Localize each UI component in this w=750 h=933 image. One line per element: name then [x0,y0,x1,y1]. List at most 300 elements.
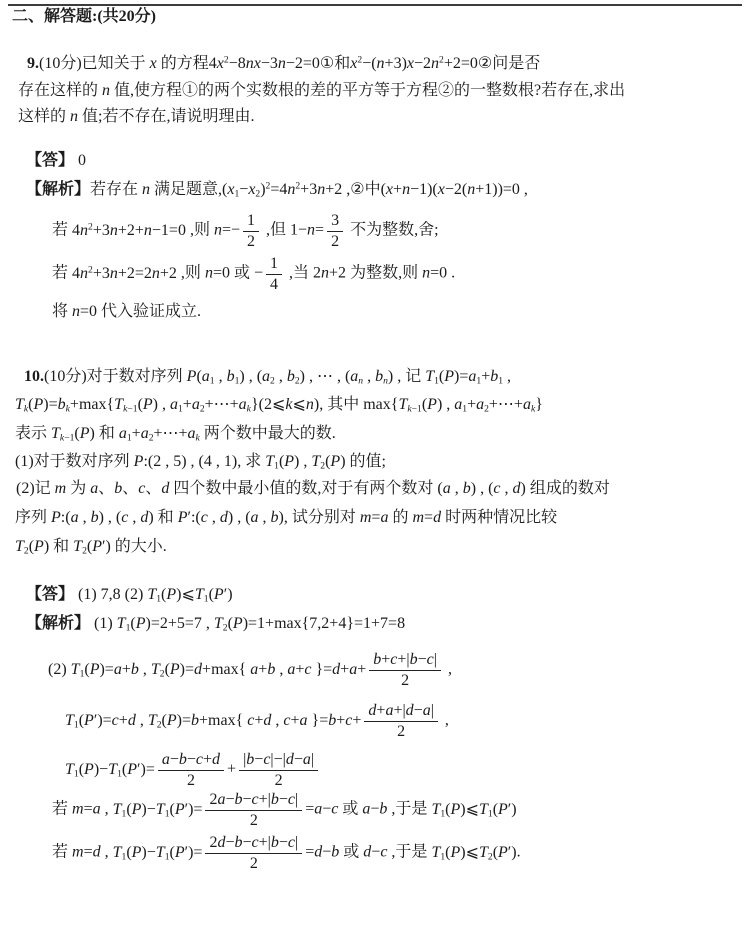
text-run: ) [148,509,158,526]
text-run: , [519,181,528,198]
text-run: k [65,403,70,415]
text-run: | [430,702,434,719]
text-run: + [69,396,79,413]
text-run: 、 [98,480,115,497]
q10-case-m-equals-a [52,790,517,830]
text-run [364,721,438,742]
text-run: a [201,368,210,385]
text-run: 1 [73,719,79,731]
text-run: ( [126,800,132,818]
text-run: b [190,711,199,729]
text-run: m [359,509,372,526]
text-run: ) , ( [227,509,251,526]
text-run: a [287,660,296,678]
text-run: a [90,480,99,497]
text-run: 1 [434,375,439,387]
text-run: P [135,615,146,632]
text-run: ) , [294,453,312,470]
text-run: )⩽ [460,800,479,818]
text-run: n [80,221,89,239]
text-run: b [90,509,99,526]
text-run: 1 [121,808,127,820]
text-run: 【解析】 [26,181,91,198]
text-run: 2 [249,854,258,872]
text-run: 1 [234,188,240,200]
text-run: 的 [392,509,409,526]
text-run: ( [445,843,451,861]
text-run: 1 [476,375,482,387]
text-run: 2 [309,264,322,282]
q10-stem-line1 [24,366,511,388]
text-run: T [147,586,157,603]
text-run: c [263,751,271,768]
text-run: 值;若不存在,请说明理由. [82,108,255,125]
text-run: 和 [53,538,70,555]
text-run: ( [121,760,128,778]
text-run: a [302,751,311,768]
q10-stem-line3 [15,423,336,445]
text-run: ′) [101,538,115,555]
text-run: c [121,509,129,526]
text-run: ) [340,453,350,470]
math-run [209,55,320,72]
text-run [60,432,74,443]
text-run: + [295,660,305,678]
math-run [68,303,101,320]
text-run: ′)= [184,843,203,861]
text-run: ′:( [187,509,201,526]
text-run: − [278,791,288,808]
text-run: ( [164,660,170,678]
text-run: +2=0 [443,55,478,72]
text-run: ) , [436,396,455,413]
text-run: )= [179,660,195,678]
text-run: n [402,181,411,198]
text-run: c [111,711,119,729]
text-run: 值,使方程①的两个实数根的差的平方等于方程②的一整数根?若存在,求出 [114,82,626,99]
text-run: b [178,751,187,768]
text-run: 为 [70,480,87,497]
text-run: | [295,791,299,808]
text-run: 2 [295,180,301,192]
text-run: a [140,425,149,442]
text-run: + [352,711,362,729]
text-run: ( [126,843,132,861]
text-run: ( [196,368,202,385]
text-run: , 记 [397,368,422,385]
text-run: 1 [203,593,209,605]
text-run: 10. [24,368,44,385]
text-run: b [234,834,243,851]
text-run: a [92,800,101,818]
text-run [123,403,137,414]
text-run: (1) 7,8 (2) [74,586,148,603]
text-run: −2 [414,55,432,72]
text-run: + [467,396,477,413]
text-run: max [208,711,236,729]
text-run: T [265,453,275,470]
text-run: 为整数,则 [350,264,419,282]
text-run: P [142,396,153,413]
text-run: (10分)对于数对序列 [44,368,183,385]
text-run [266,254,282,274]
text-run: k [246,403,251,415]
text-run: − [249,264,264,282]
text-run: ( [137,396,143,413]
text-run: P [450,800,461,818]
text-run: ) , ⋯ , ( [299,368,351,385]
q10-case-m-equals-d [52,833,521,873]
text-run: 组成的数对 [529,480,610,497]
text-run [239,750,318,770]
text-run: b [130,660,139,678]
text-run: − [254,751,264,768]
text-run: ) , ( [470,480,494,497]
text-run: T [65,711,74,729]
text-run: 1 [270,255,279,272]
text-run: P [33,396,44,413]
text-run: 1 [247,212,255,229]
text-run: (1) [90,615,117,632]
text-run: P [232,615,243,632]
text-run: )= [99,660,114,678]
text-run: − [242,834,252,851]
text-run: :( [60,509,71,526]
text-run: }(2⩽ [250,396,286,413]
text-run: ) [313,396,320,413]
text-run: − [371,843,381,861]
math-run [210,615,405,632]
math-run [305,801,342,818]
text-run: +| [397,651,410,668]
text-run: ( [78,711,85,729]
fraction [243,211,259,251]
text-run: | [295,834,299,851]
text-run: k [285,396,293,413]
text-run: , [138,660,151,678]
text-run: . [451,264,456,282]
text-run: + [481,368,491,385]
math-run [68,801,105,818]
text-run: 和 [98,425,115,442]
text-run: P [84,760,94,778]
math-run [98,82,114,99]
text-run: ( [278,453,285,470]
text-run: n [109,221,118,239]
text-run: (2)记 [16,480,51,497]
text-run: ①和 [319,55,351,72]
text-run: 2 [274,771,283,789]
text-run: =0 [212,264,234,282]
text-run: a [314,800,323,818]
text-run: − [322,843,332,861]
text-run: P [51,509,61,526]
text-run: T [155,843,165,861]
text-run: 1 [209,375,215,387]
text-run: ( [325,453,331,470]
text-run: , [78,509,91,526]
text-run: −( [362,55,377,72]
text-run [205,833,302,853]
text-run: ) , ( [239,368,263,385]
text-run: P [169,660,180,678]
text-run: P [84,711,94,729]
text-run: +2 [159,264,181,282]
text-run: )− [141,800,156,818]
text-run: d [217,834,226,851]
text-run: + [121,660,131,678]
text-run: T [147,711,157,729]
text-run: | [310,751,315,768]
text-run: ( [86,538,93,555]
text-run: − [239,181,249,198]
text-run: P [131,843,142,861]
text-run: ′)= [184,800,203,818]
text-run: +3 [92,264,110,282]
text-run: +3 [300,181,318,198]
text-run: 1 [117,768,122,780]
section-header [12,6,156,28]
text-run: ′) [223,586,233,603]
text-run: 2 [255,188,261,200]
text-run: + [131,425,141,442]
text-run: P [174,800,185,818]
text-run: m [412,509,425,526]
text-run: m [54,480,67,497]
math-run [286,222,324,239]
text-run: T [108,760,118,778]
math-run [66,108,82,125]
text-run [239,770,318,791]
text-run: n [287,181,296,198]
text-run: 若 [52,221,69,239]
text-run: 的方程 [160,55,209,72]
q9-analysis-line2 [52,211,439,251]
text-run: c [380,843,388,861]
text-run: )= [454,368,469,385]
text-run: +1))=0 [475,181,520,198]
text-run: P [79,425,90,442]
text-run: T [73,538,83,555]
text-run: P [427,396,437,413]
text-run: − [322,800,332,818]
text-run: k [407,403,412,415]
text-run: P [213,586,224,603]
text-run: +⋯+ [488,396,523,413]
text-run: +| [393,702,406,719]
math-run [69,538,115,555]
math-run [68,265,181,282]
text-run: )= [43,396,58,413]
text-run: c [138,480,146,497]
text-run: n [213,221,222,239]
math-run [161,480,173,497]
text-run: 2 [82,545,87,557]
text-run: ′)= [93,711,112,729]
text-run: 存在这样的 [18,82,99,99]
math-run [47,425,99,442]
text-run: ( [445,800,451,818]
text-run: n [70,108,79,125]
text-run: 或 [343,843,360,861]
text-run: c [200,509,208,526]
text-run: b [409,651,418,668]
text-run: d [363,843,372,861]
q10-analysis-part1 [26,613,405,635]
text-run: ) [43,538,54,555]
text-run: n [422,264,431,282]
text-run: 2 [148,432,154,444]
text-run [369,650,441,670]
text-run: n [383,375,388,387]
text-run: 2 [209,791,218,808]
text-run: +3 [92,221,110,239]
text-run: 3 [331,212,340,229]
math-run [309,265,350,282]
text-run: P [34,538,44,555]
text-run [364,701,438,721]
text-run: P [166,711,177,729]
text-run: 将 [52,303,69,320]
text-run: , [363,368,376,385]
text-run: T [15,538,24,555]
text-run: −8 [228,55,246,72]
text-run: + [381,651,391,668]
math-run [109,844,203,861]
text-run [266,274,282,295]
text-run: b [462,480,471,497]
text-run: T [114,396,124,413]
text-run: { [238,660,251,678]
text-run: 4 [270,275,279,293]
text-run: T [213,615,223,632]
text-run: ) , [152,396,170,413]
text-run: a [238,396,247,413]
fraction [205,833,302,873]
text-run: =− [221,221,240,239]
text-run: 1 [164,808,170,820]
text-run: c [345,711,353,729]
text-run: . [516,843,521,861]
text-run: T [51,425,60,442]
text-run: 4 [68,221,81,239]
text-run: 1 [79,668,85,680]
text-run: , [274,368,287,385]
text-run: −3 [260,55,278,72]
text-run: 2 [88,264,93,276]
text-run: c [287,791,295,808]
text-run: 的大小. [114,538,167,555]
math-run [305,844,343,861]
text-run: n [109,264,118,282]
text-run: ( [421,396,428,413]
text-run: +3) [384,55,407,72]
text-run: , [104,800,109,818]
math-run [359,396,543,413]
text-run: − [370,800,380,818]
text-run: b [286,368,295,385]
text-run: −2=0 [285,55,320,72]
q10-analysis-part2-line1 [48,650,452,690]
text-run: n [305,396,314,413]
text-run: max [211,660,239,678]
text-run: ′) [507,843,517,861]
text-run: c [251,791,259,808]
text-run: a [442,480,451,497]
text-run: )⩽ [460,843,479,861]
text-run: −1)( [410,181,438,198]
text-run: max [363,396,391,413]
math-run [408,509,445,526]
text-run: max [274,615,302,632]
text-run: 若 [52,843,69,861]
text-run: n [204,264,213,282]
text-run: T [116,615,126,632]
math-run [74,152,86,169]
text-run: )− [141,843,156,861]
text-run: a [170,396,178,413]
math-run [115,425,204,442]
text-run: 1 [462,403,468,415]
text-run: b [373,651,382,668]
text-run: = [315,221,325,239]
text-run: d [512,480,521,497]
q10-part1 [15,451,386,473]
text-run: a [118,425,127,442]
text-run: ②问是否 [477,55,541,72]
text-run: ( [492,843,499,861]
text-run: 2 [23,545,29,557]
text-run: 1 [440,851,446,863]
text-run: 4 [208,55,217,72]
text-run: c [287,834,295,851]
text-run: 、 [122,480,139,497]
text-run: } [535,396,543,413]
text-run: P [177,509,188,526]
text-run: 2 [186,771,195,789]
math-run [146,55,161,72]
fraction [205,790,302,830]
text-run: 满足题意, [154,181,223,198]
math-run [227,761,236,778]
math-run [74,586,233,603]
text-run: d [92,843,101,861]
math-run [433,480,529,497]
text-run: x [216,55,224,72]
text-run: d [332,660,341,678]
text-run: ( [380,181,386,198]
text-run: 1 [274,460,279,472]
text-run: ( [169,800,175,818]
text-run: T [194,586,204,603]
text-run: 2 [265,180,271,192]
text-run: b [234,791,243,808]
text-run: n [143,221,152,239]
text-run: − [242,791,252,808]
text-run: 2 [247,232,255,250]
text-run: P [450,843,461,861]
text-run: ( [28,396,34,413]
text-run: | [243,751,247,768]
text-run: P [166,586,177,603]
q9-analysis-line4 [52,301,201,323]
text-run: , [258,509,271,526]
text-run: 1 [156,593,162,605]
text-run [243,211,259,231]
text-run: ( [161,711,167,729]
text-run: d [368,702,377,719]
text-run: d [161,480,170,497]
